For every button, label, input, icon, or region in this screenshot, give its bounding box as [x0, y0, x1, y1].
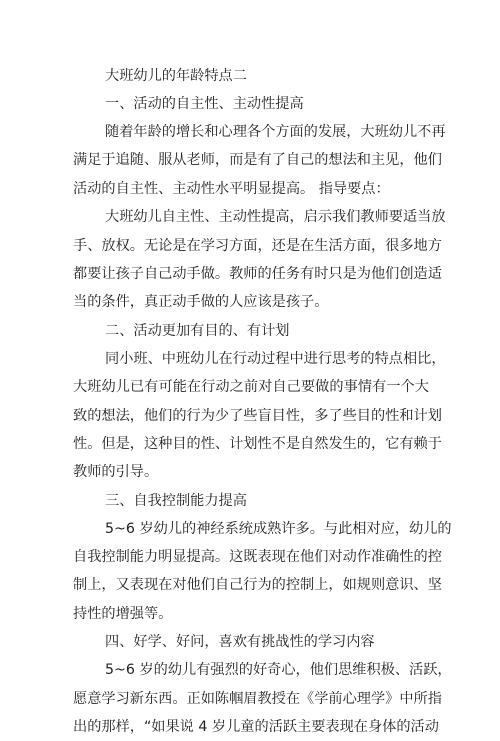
document-title: 大班幼儿的年龄特点二 [105, 68, 247, 84]
text-line: 都要让孩子自己动手做。教师的任务有时只是为他们创造适 [73, 265, 442, 282]
text-line: 5~6 岁幼儿的神经系统成熟许多。与此相对应，幼儿的 [105, 520, 452, 537]
text-line: 手、放权。无论是在学习方面，还是在生活方面，很多地方 [73, 237, 442, 254]
text-line: 当的条件，真正动手做的人应该是孩子。 [73, 294, 329, 311]
section-heading-3: 三、自我控制能力提高 [105, 492, 247, 509]
text-line: 自我控制能力明显提高。这既表现在他们对动作准确性的控 [73, 549, 442, 566]
paragraph [73, 345, 446, 487]
text-line: 随着年龄的增长和心理各个方面的发展，大班幼儿不再 [105, 124, 446, 140]
text-line: 同小班、中班幼儿在行动过程中进行思考的特点相比， [105, 350, 446, 367]
document-page [73, 62, 452, 741]
text-line: 出的那样，“如果说 4 岁儿童的活跃主要表现在身体的活动 [73, 719, 439, 736]
text-line: 愿意学习新东西。正如陈帼眉教授在《学前心理学》中所指 [73, 690, 442, 707]
text-line: 持性的增强等。 [73, 605, 173, 622]
paragraph [73, 203, 446, 317]
text-line: 大班幼儿自主性、主动性提高，启示我们教师要适当放 [105, 209, 446, 226]
text-line: 制上，又表现在对他们自己行为的控制上，如规则意识、坚 [73, 577, 442, 594]
section-heading-4: 四、好学、好问，喜欢有挑战性的学习内容 [105, 634, 375, 651]
paragraph [73, 515, 452, 629]
section-heading-1: 一、活动的自主性、主动性提高 [105, 96, 304, 112]
text-line: 大班幼儿已有可能在行动之前对自己要做的事情有一个大 [73, 379, 429, 396]
text-line: 活动的自主性、主动性水平明显提高。 指导要点： [73, 180, 390, 197]
text-line: 5~6 岁的幼儿有强烈的好奇心，他们思维积极、活跃， [105, 662, 452, 679]
section-heading-2: 二、活动更加有目的、有计划 [105, 322, 290, 339]
text-line: 性。但是，这种目的性、计划性不是自然发生的，它有赖于 [73, 435, 442, 452]
text-line: 致的想法，他们的行为少了些盲目性，多了些目的性和计划 [73, 407, 442, 424]
text-line: 教师的引导。 [73, 464, 159, 481]
paragraph [73, 656, 452, 741]
paragraph [73, 118, 446, 203]
text-line: 满足于追随、服从老师，而是有了自己的想法和主见，他们 [73, 152, 442, 169]
